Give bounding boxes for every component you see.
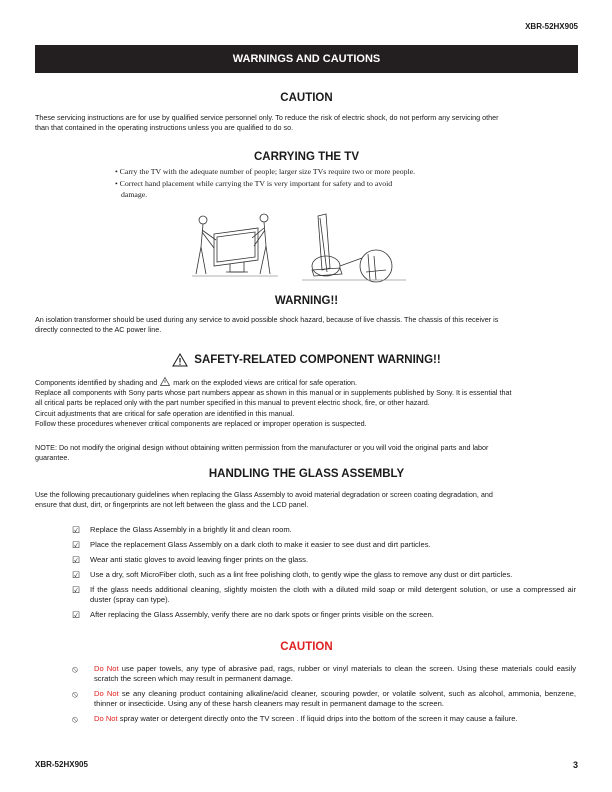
- list-item: ☑ Replace the Glass Assembly in a brightly lit and clean room.: [72, 525, 292, 535]
- checkbox-icon: ☑: [72, 540, 81, 550]
- page-title-bar: [35, 45, 578, 73]
- safety-heading: SAFETY-RELATED COMPONENT WARNING!!: [194, 354, 441, 366]
- carrying-bullets: • Carry the TV with the adequate number of people; larger size TVs require two or more people. • Correct hand placement while carrying the TV is very important for safety and to avoid damage.: [115, 167, 416, 199]
- footer-model: XBR-52HX905: [35, 760, 88, 769]
- prohibition-icon: ⦸: [72, 714, 78, 724]
- prohibition-icon: ⦸: [72, 664, 78, 674]
- prohibition-icon: ⦸: [72, 689, 78, 699]
- warning-heading: WARNING!!: [274, 295, 339, 307]
- caution-red-heading: CAUTION: [280, 641, 333, 653]
- glass-guidelines-list: [72, 525, 576, 625]
- list-item: ☑ Use a dry, soft MicroFiber cloth, such as a lint free polishing cloth, to gently wipe the glass to remove any dust or dirt particles.: [72, 570, 513, 580]
- warning-triangle-icon: [160, 377, 170, 386]
- checkbox-icon: ☑: [72, 585, 81, 595]
- checkbox-icon: ☑: [72, 610, 81, 620]
- caution-paragraph: These servicing instructions are for use by qualified service personnel only. To reduce the risk of electric shock, do not perform any servicing other than that contained in the operating instructions unless you are qualified to do so.: [35, 113, 499, 133]
- checkbox-icon: ☑: [72, 570, 81, 580]
- list-item: ☑ If the glass needs additional cleaning, slightly moisten the cloth with a diluted mild soap or mild detergent solution, or use a compressed air duster (spray can type).: [72, 585, 576, 604]
- glass-heading: HANDLING THE GLASS ASSEMBLY: [208, 468, 405, 480]
- safety-paragraph: Components identified by shading and mark on the exploded views are critical for safe operation. Replace all components with Sony parts whose part numbers appear as shown in this manual or in supplements published by Sony. It is essential that all critical parts be replaced only with the part number specified in this manual to prevent electric shock, fire, or other hazard. Circuit adjustments that are critical for safe operation are identified in this manual. Follow these procedures whenever critical components are replaced or improper operation is suspected.: [35, 378, 512, 428]
- safety-heading-row: [35, 353, 578, 367]
- caution-heading: CAUTION: [280, 92, 333, 104]
- list-item: ☑ Place the replacement Glass Assembly on a dark cloth to make it easier to see dust and dirt particles.: [72, 540, 431, 550]
- list-item: ⦸ Do Not spray water or detergent directly onto the TV screen . If liquid drips into the bottom of the screen it may cause a failure.: [72, 714, 518, 724]
- page-number: 3: [572, 760, 578, 770]
- carrying-heading: CARRYING THE TV: [254, 151, 359, 163]
- people-carrying-tv-illustration: [190, 212, 280, 292]
- page-title: WARNINGS AND CAUTIONS: [232, 53, 381, 65]
- note-paragraph: NOTE: Do not modify the original design without obtaining written permission from the manufacturer or you will void the original parts and labor guarantee.: [35, 443, 489, 463]
- header-model: XBR-52HX905: [525, 22, 578, 31]
- warning-triangle-icon: [172, 353, 188, 367]
- glass-intro: Use the following precautionary guidelines when replacing the Glass Assembly to avoid material degradation or screen coating degradation, and ensure that dust, dirt, or fingerprints are not left between the glass and the LCD panel.: [35, 490, 493, 510]
- warning-paragraph: An isolation transformer should be used during any service to avoid possible shock hazard, because of live chassis. The chassis of this receiver is directly connected to the AC power line.: [35, 315, 499, 335]
- list-item: ⦸ Do Not se any cleaning product containing alkaline/acid cleaner, scouring powder, or volatile solvent, such as alcohol, ammonia, benzene, thinner or insecticide. Using any of these harsh cleaners may result in permanent damage to the screen.: [72, 689, 576, 708]
- list-item: ☑ After replacing the Glass Assembly, verify there are no dark spots or finger prints visible on the screen.: [72, 610, 434, 620]
- caution-list: [72, 664, 576, 729]
- list-item: ☑ Wear anti static gloves to avoid leaving finger prints on the glass.: [72, 555, 309, 565]
- list-item: ⦸ Do Not use paper towels, any type of abrasive pad, rags, rubber or vinyl materials to clean the screen. Using these materials could easily scratch the screen which may result in permanent damage.: [72, 664, 576, 683]
- tv-side-view-illustration: [300, 210, 410, 292]
- checkbox-icon: ☑: [72, 555, 81, 565]
- checkbox-icon: ☑: [72, 525, 81, 535]
